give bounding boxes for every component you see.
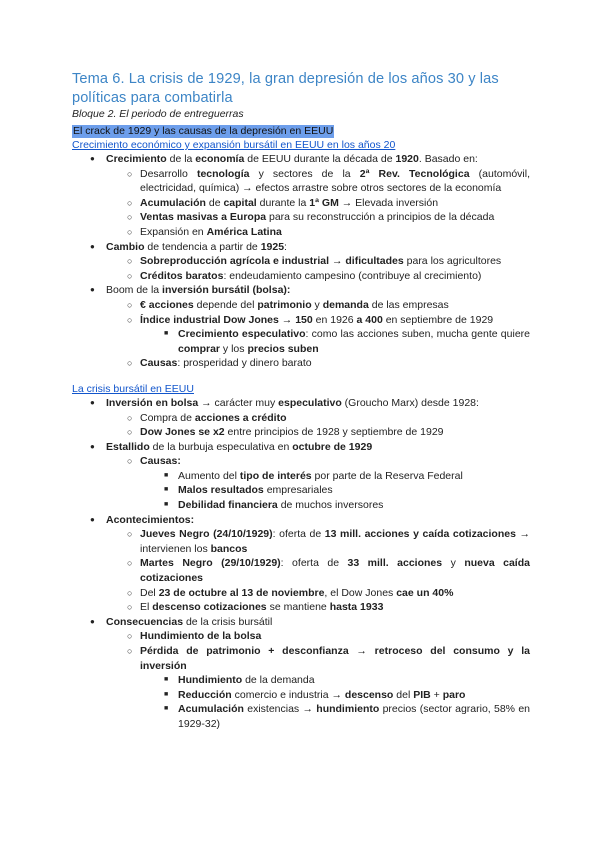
list-item: ○ Créditos baratos: endeudamiento campesino (contribuye al crecimiento) xyxy=(72,269,530,284)
list-item: ■ Malos resultados empresariales xyxy=(72,483,530,498)
list-item: ● Crecimiento de la economía de EEUU durante la década de 1920. Basado en: xyxy=(72,152,530,167)
list-item: ● Estallido de la burbuja especulativa en octubre de 1929 xyxy=(72,440,530,455)
list-item: ○ € acciones depende del patrimonio y demanda de las empresas xyxy=(72,298,530,313)
list-item: ○ Acumulación de capital durante la 1ª GM → Elevada inversión xyxy=(72,196,530,211)
list-item: ○ Expansión en América Latina xyxy=(72,225,530,240)
list-item: ○ Desarrollo tecnología y sectores de la 2ª Rev. Tecnológica (automóvil, electricidad, química) → efectos arrastre sobre otros sectores de la economía xyxy=(72,167,530,196)
list-item: ○ Hundimiento de la bolsa xyxy=(72,629,530,644)
list-item: ● Consecuencias de la crisis bursátil xyxy=(72,615,530,630)
list-item: ○ Compra de acciones a crédito xyxy=(72,411,530,426)
list-item: ○ Sobreproducción agrícola e industrial → dificultades para los agricultores xyxy=(72,254,530,269)
list-item: ■ Debilidad financiera de muchos inversores xyxy=(72,498,530,513)
document-title: Tema 6. La crisis de 1929, la gran depresión de los años 30 y las políticas para combatirla xyxy=(72,71,499,106)
section-link-crisis[interactable]: La crisis bursátil en EEUU xyxy=(72,382,194,395)
list-item: ○ Causas: xyxy=(72,454,530,469)
section-heading: El crack de 1929 y las causas de la depresión en EEUU xyxy=(73,125,334,137)
list-item: ○ Ventas masivas a Europa para su reconstrucción a principios de la década xyxy=(72,210,530,225)
list-item: ○ Dow Jones se x2 entre principios de 1928 y septiembre de 1929 xyxy=(72,425,530,440)
list-item: ○ Jueves Negro (24/10/1929): oferta de 13 mill. acciones y caída cotizaciones → intervienen los bancos xyxy=(72,527,530,556)
document-subtitle: Bloque 2. El periodo de entreguerras xyxy=(72,108,244,120)
section1-list xyxy=(72,152,530,371)
list-item: ■ Crecimiento especulativo: como las acciones suben, mucha gente quiere comprar y los precios suben xyxy=(72,327,530,356)
section2-list xyxy=(72,396,530,732)
list-item: ○ Del 23 de octubre al 13 de noviembre, el Dow Jones cae un 40% xyxy=(72,586,530,601)
list-item: ■ Acumulación existencias → hundimiento precios (sector agrario, 58% en 1929-32) xyxy=(72,702,530,731)
list-item: ○ Índice industrial Dow Jones → 150 en 1926 a 400 en septiembre de 1929 xyxy=(72,313,530,328)
list-item: ○ El descenso cotizaciones se mantiene hasta 1933 xyxy=(72,600,530,615)
list-item: ■ Aumento del tipo de interés por parte de la Reserva Federal xyxy=(72,469,530,484)
list-item: ○ Causas: prosperidad y dinero barato xyxy=(72,356,530,371)
list-item: ● Acontecimientos: xyxy=(72,513,530,528)
list-item: ■ Hundimiento de la demanda xyxy=(72,673,530,688)
list-item: ● Inversión en bolsa → carácter muy especulativo (Groucho Marx) desde 1928: xyxy=(72,396,530,411)
list-item: ○ Pérdida de patrimonio + desconfianza → retroceso del consumo y la inversión xyxy=(72,644,530,673)
section-link-growth[interactable]: Crecimiento económico y expansión bursátil en EEUU en los años 20 xyxy=(72,139,396,151)
list-item: ● Cambio de tendencia a partir de 1925: xyxy=(72,240,530,255)
list-item: ● Boom de la inversión bursátil (bolsa): xyxy=(72,283,530,298)
document-page xyxy=(72,70,530,732)
list-item: ■ Reducción comercio e industria → descenso del PIB + paro xyxy=(72,688,530,703)
list-item: ○ Martes Negro (29/10/1929): oferta de 33 mill. acciones y nueva caída cotizaciones xyxy=(72,556,530,585)
